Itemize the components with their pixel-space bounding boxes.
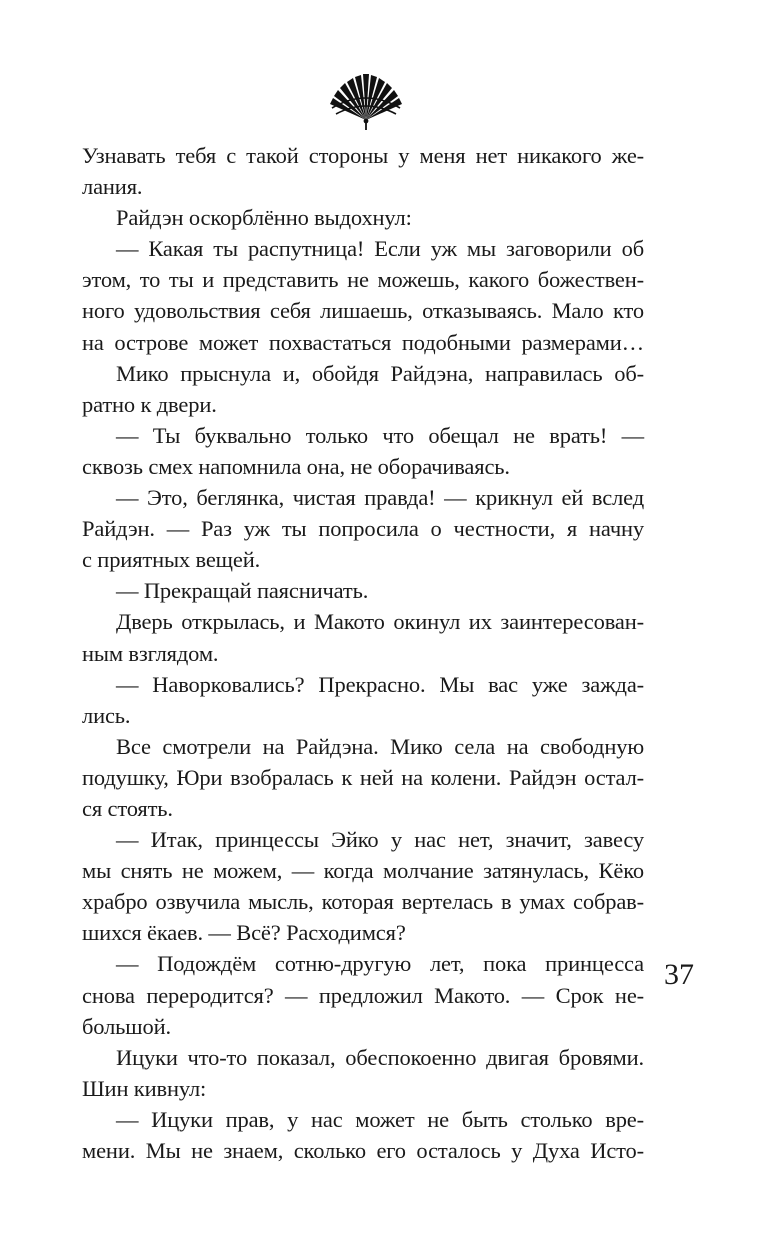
text-line: ным взглядом.: [82, 640, 219, 666]
text-line: ного удовольствия себя лишаешь, отказываясь. Мало кто: [82, 298, 644, 324]
text-line: — Наворковались? Прекрасно. Мы вас уже зажда-: [116, 671, 644, 697]
text-line: мени. Мы не знаем, сколько его осталось у Духа Исто-: [82, 1138, 644, 1163]
fan-ornament-icon: [324, 74, 408, 130]
body-text: [82, 140, 644, 1166]
text-line: Ицуки что-то показал, обеспокоенно двигая бровями.: [116, 1044, 644, 1070]
text-line: мы снять не можем, — когда молчание затянулась, Кёко: [82, 858, 644, 884]
text-line: Райдэн оскорблённо выдохнул:: [116, 205, 412, 231]
text-line: лания.: [82, 174, 143, 200]
text-line: Дверь открылась, и Макото окинул их заинтересован-: [116, 609, 644, 635]
text-line: — Подождём сотню-другую лет, пока принцесса: [116, 951, 644, 977]
text-line: храбро озвучила мысль, которая вертелась в умах собрав-: [82, 889, 644, 915]
text-line: — Это, беглянка, чистая правда! — крикнул ей вслед: [116, 485, 644, 511]
text-line: подушку, Юри взобралась к ней на колени. Райдэн остал-: [82, 764, 644, 790]
text-line: — Итак, принцессы Эйко у нас нет, значит, завесу: [116, 827, 644, 853]
text-line: снова переродится? — предложил Макото. — Срок не-: [82, 982, 644, 1008]
text-line: с приятных вещей.: [82, 547, 261, 573]
text-line: Шин кивнул:: [82, 1075, 207, 1101]
text-line: — Прекращай паясничать.: [116, 578, 369, 604]
text-line: ся стоять.: [82, 795, 173, 821]
text-line: — Ты буквально только что обещал не врать! —: [116, 422, 644, 448]
text-line: Мико прыснула и, обойдя Райдэна, направилась об-: [116, 360, 644, 386]
text-line: лись.: [82, 702, 131, 728]
text-line: этом, то ты и представить не можешь, какого божествен-: [82, 267, 644, 293]
text-line: сквозь смех напомнила она, не оборачиваясь.: [82, 453, 510, 479]
text-line: большой.: [82, 1013, 171, 1039]
text-line: на острове может похвастаться подобными размерами…: [82, 329, 644, 355]
text-line: шихся ёкаев. — Всё? Расходимся?: [82, 920, 406, 946]
text-line: Все смотрели на Райдэна. Мико села на свободную: [116, 733, 644, 759]
text-line: — Какая ты распутница! Если уж мы заговорили об: [116, 236, 644, 262]
text-line: — Ицуки прав, у нас может не быть столько вре-: [116, 1106, 644, 1132]
text-line: Узнавать тебя с такой стороны у меня нет никакого же-: [82, 143, 644, 168]
text-line: ратно к двери.: [82, 391, 217, 417]
text-line: Райдэн. — Раз уж ты попросила о честности, я начну: [82, 516, 644, 542]
page-number: 37: [664, 958, 694, 991]
